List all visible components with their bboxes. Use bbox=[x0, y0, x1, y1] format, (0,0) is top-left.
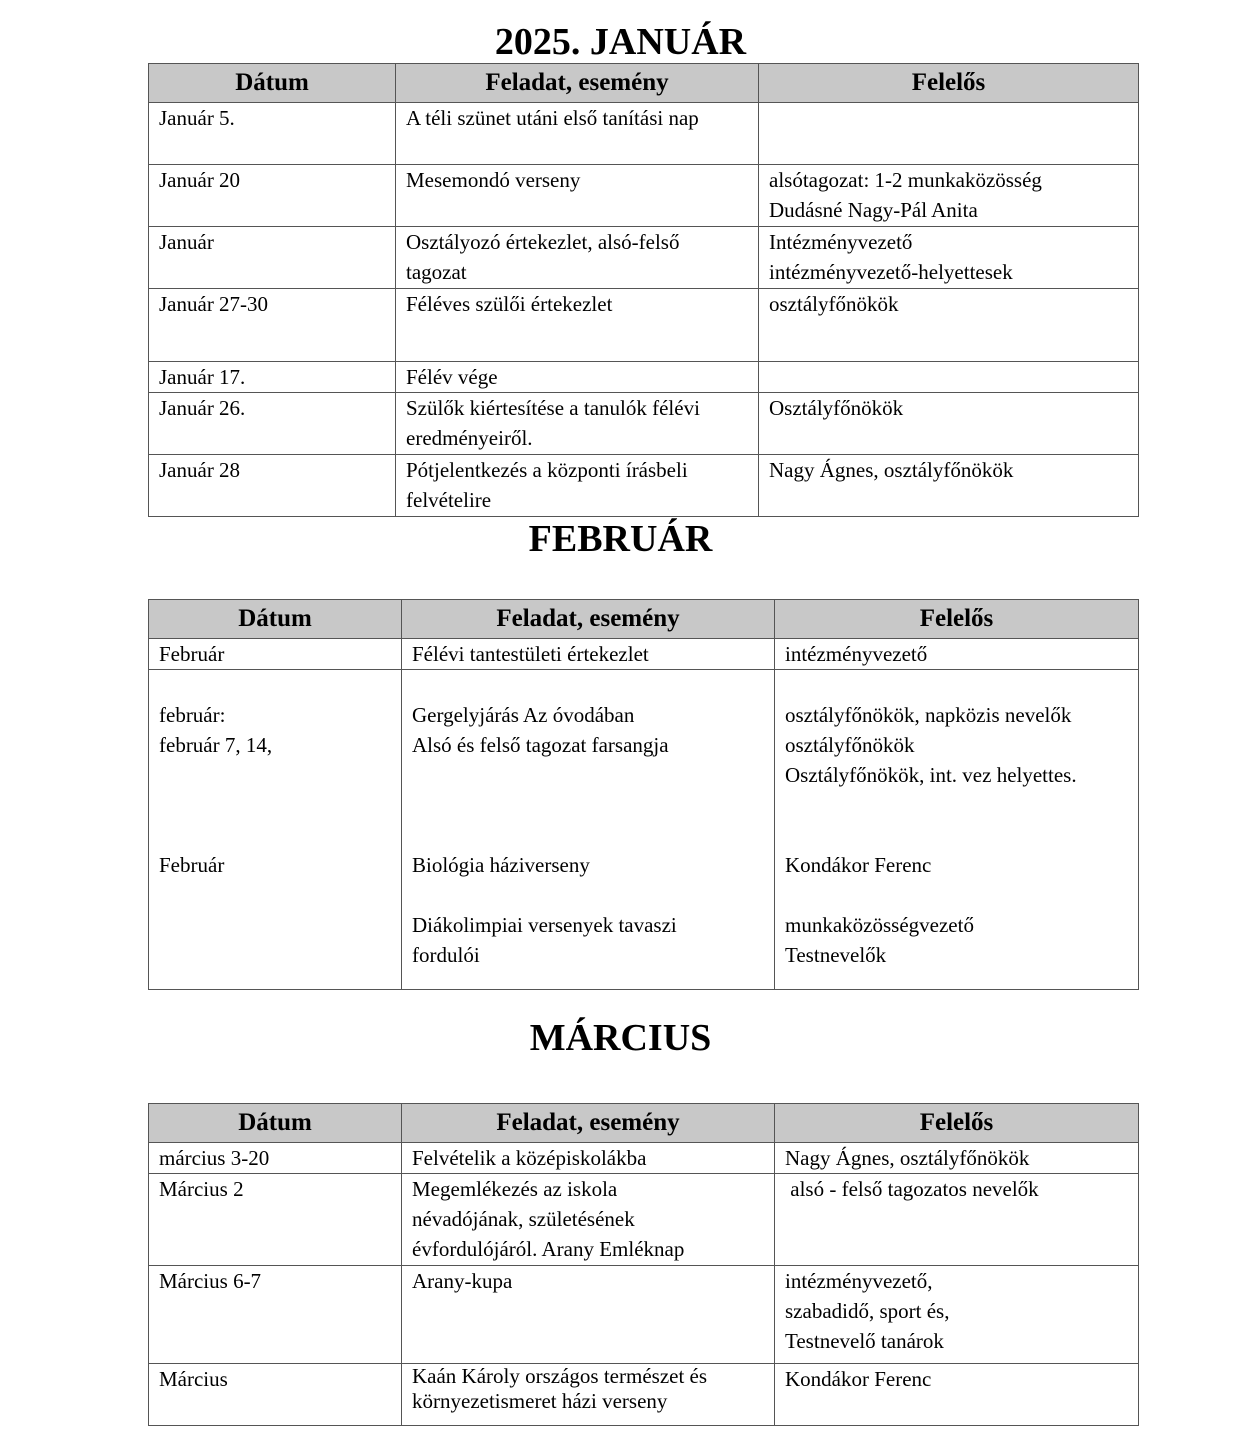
responsible-line: Osztályfőnökök, int. vez helyettes. bbox=[785, 763, 1077, 787]
task-cell bbox=[402, 1364, 775, 1426]
date-cell bbox=[149, 393, 396, 455]
task-line: Megemlékezés az iskola bbox=[412, 1177, 618, 1201]
schedule-table-januar bbox=[148, 63, 1139, 517]
task-cell bbox=[402, 639, 775, 670]
task-cell bbox=[402, 1143, 775, 1174]
responsible-cell bbox=[759, 455, 1139, 517]
table-row bbox=[149, 362, 1139, 393]
date-line: február: bbox=[159, 703, 226, 727]
responsible-cell bbox=[759, 165, 1139, 227]
date-line: Január 17. bbox=[159, 365, 246, 389]
date-line: Március bbox=[159, 1367, 228, 1391]
task-line bbox=[412, 760, 764, 790]
table-header-row bbox=[149, 64, 1139, 103]
date-cell bbox=[149, 639, 402, 670]
responsible-cell bbox=[775, 1174, 1139, 1266]
column-header-feladat: Feladat, esemény bbox=[402, 600, 775, 639]
task-cell bbox=[396, 393, 759, 455]
responsible-line bbox=[785, 670, 1128, 700]
responsible-line: osztályfőnökök bbox=[785, 733, 915, 757]
task-line: Mesemondó verseny bbox=[406, 168, 581, 192]
responsible-cell bbox=[759, 393, 1139, 455]
responsible-line: Nagy Ágnes, osztályfőnökök bbox=[785, 1146, 1030, 1170]
task-line: környezetismeret házi verseny bbox=[412, 1389, 668, 1413]
table-row bbox=[149, 1364, 1139, 1426]
task-line: A téli szünet utáni első tanítási nap bbox=[406, 106, 699, 130]
responsible-line: Dudásné Nagy-Pál Anita bbox=[769, 198, 978, 222]
task-line: Félévi tantestületi értekezlet bbox=[412, 642, 649, 666]
table-row bbox=[149, 289, 1139, 362]
responsible-cell bbox=[775, 639, 1139, 670]
column-header-felelos: Felelős bbox=[759, 64, 1139, 103]
table-row bbox=[149, 1266, 1139, 1364]
column-header-datum: Dátum bbox=[149, 600, 402, 639]
task-line: Félév vége bbox=[406, 365, 498, 389]
task-line: Kaán Károly országos természet és bbox=[412, 1364, 708, 1388]
task-cell bbox=[402, 670, 775, 990]
responsible-line bbox=[785, 880, 1128, 910]
date-line: Január 27-30 bbox=[159, 292, 269, 316]
date-line: Január 26. bbox=[159, 396, 246, 420]
month-title-marcius: MÁRCIUS bbox=[529, 1017, 712, 1059]
responsible-cell bbox=[775, 670, 1139, 990]
responsible-line: intézményvezető, bbox=[785, 1269, 933, 1293]
table-row bbox=[149, 1143, 1139, 1174]
date-line: Január bbox=[159, 230, 214, 254]
responsible-cell bbox=[775, 1364, 1139, 1426]
responsible-line: osztályfőnökök bbox=[769, 292, 899, 316]
date-line bbox=[159, 910, 391, 940]
month-title-februar: FEBRUÁR bbox=[528, 518, 713, 560]
responsible-line bbox=[785, 820, 1128, 850]
date-line: Január 5. bbox=[159, 106, 235, 130]
responsible-line: intézményvezető bbox=[785, 642, 928, 666]
task-line: Féléves szülői értekezlet bbox=[406, 292, 613, 316]
responsible-line: Osztályfőnökök bbox=[769, 396, 904, 420]
date-line: Február bbox=[159, 642, 225, 666]
task-cell bbox=[402, 1174, 775, 1266]
task-line: évfordulójáról. Arany Emléknap bbox=[412, 1237, 685, 1261]
responsible-cell bbox=[775, 1143, 1139, 1174]
responsible-cell bbox=[775, 1266, 1139, 1364]
column-header-felelos: Felelős bbox=[775, 600, 1139, 639]
task-line: Diákolimpiai versenyek tavaszi bbox=[412, 913, 677, 937]
task-line bbox=[412, 880, 764, 910]
task-cell bbox=[396, 289, 759, 362]
task-line: Gergelyjárás Az óvodában bbox=[412, 703, 635, 727]
task-line: felvételire bbox=[406, 488, 492, 512]
month-title-januar: 2025. JANUÁR bbox=[494, 21, 747, 63]
table-row bbox=[149, 393, 1139, 455]
date-line: Január 20 bbox=[159, 168, 241, 192]
responsible-cell bbox=[759, 227, 1139, 289]
task-line: Biológia háziverseny bbox=[412, 853, 590, 877]
date-line: Március 6-7 bbox=[159, 1269, 262, 1293]
responsible-line: alsó - felső tagozatos nevelők bbox=[785, 1177, 1039, 1201]
responsible-line: Testnevelő tanárok bbox=[785, 1329, 944, 1353]
task-line: Alsó és felső tagozat farsangja bbox=[412, 733, 669, 757]
date-line bbox=[159, 880, 391, 910]
table-row bbox=[149, 227, 1139, 289]
responsible-cell bbox=[759, 362, 1139, 393]
task-cell bbox=[396, 455, 759, 517]
responsible-line: Testnevelők bbox=[785, 943, 887, 967]
date-cell bbox=[149, 362, 396, 393]
date-cell bbox=[149, 670, 402, 990]
task-line: Pótjelentkezés a központi írásbeli bbox=[406, 458, 688, 482]
task-cell bbox=[396, 227, 759, 289]
responsible-line: Kondákor Ferenc bbox=[785, 853, 932, 877]
task-line: eredményeiről. bbox=[406, 426, 533, 450]
column-header-felelos: Felelős bbox=[775, 1104, 1139, 1143]
table-row bbox=[149, 639, 1139, 670]
date-cell bbox=[149, 165, 396, 227]
date-cell bbox=[149, 1364, 402, 1426]
responsible-line: alsótagozat: 1-2 munkaközösség bbox=[769, 168, 1042, 192]
date-cell bbox=[149, 1143, 402, 1174]
date-cell bbox=[149, 103, 396, 165]
task-line: tagozat bbox=[406, 260, 467, 284]
date-cell bbox=[149, 1174, 402, 1266]
table-row bbox=[149, 1174, 1139, 1266]
responsible-line bbox=[769, 362, 1128, 392]
task-line: Szülők kiértesítése a tanulók félévi bbox=[406, 396, 700, 420]
date-line: február 7, 14, bbox=[159, 733, 273, 757]
table-header-row bbox=[149, 1104, 1139, 1143]
responsible-line bbox=[785, 790, 1128, 820]
date-line bbox=[159, 940, 391, 970]
date-cell bbox=[149, 227, 396, 289]
task-line bbox=[412, 820, 764, 850]
date-line: Január 28 bbox=[159, 458, 241, 482]
responsible-line: Intézményvezető bbox=[769, 230, 913, 254]
task-line: fordulói bbox=[412, 943, 480, 967]
task-line: névadójának, születésének bbox=[412, 1207, 635, 1231]
task-line bbox=[412, 790, 764, 820]
responsible-line: Nagy Ágnes, osztályfőnökök bbox=[769, 458, 1014, 482]
column-header-feladat: Feladat, esemény bbox=[402, 1104, 775, 1143]
column-header-datum: Dátum bbox=[149, 1104, 402, 1143]
table-row bbox=[149, 165, 1139, 227]
date-cell bbox=[149, 455, 396, 517]
table-row bbox=[149, 103, 1139, 165]
task-line bbox=[412, 670, 764, 700]
date-line: Február bbox=[159, 853, 225, 877]
schedule-table-marcius bbox=[148, 1103, 1139, 1426]
responsible-cell bbox=[759, 289, 1139, 362]
date-line bbox=[159, 760, 391, 790]
responsible-cell bbox=[759, 103, 1139, 165]
date-line bbox=[159, 820, 391, 850]
task-line: Felvételik a középiskolákba bbox=[412, 1146, 647, 1170]
responsible-line: Kondákor Ferenc bbox=[785, 1367, 932, 1391]
table-header-row bbox=[149, 600, 1139, 639]
schedule-table-februar bbox=[148, 599, 1139, 990]
task-cell bbox=[396, 362, 759, 393]
date-line: március 3-20 bbox=[159, 1146, 270, 1170]
date-line bbox=[159, 670, 391, 700]
responsible-line: intézményvezető-helyettesek bbox=[769, 260, 1013, 284]
task-line: Osztályozó értekezlet, alsó-felső bbox=[406, 230, 680, 254]
date-line bbox=[159, 790, 391, 820]
column-header-feladat: Feladat, esemény bbox=[396, 64, 759, 103]
table-row bbox=[149, 670, 1139, 990]
task-cell bbox=[396, 103, 759, 165]
task-cell bbox=[402, 1266, 775, 1364]
date-line: Március 2 bbox=[159, 1177, 244, 1201]
date-cell bbox=[149, 289, 396, 362]
task-line: Arany-kupa bbox=[412, 1269, 513, 1293]
responsible-line: munkaközösségvezető bbox=[785, 913, 974, 937]
responsible-line: szabadidő, sport és, bbox=[785, 1299, 950, 1323]
responsible-line bbox=[769, 103, 1128, 133]
table-row bbox=[149, 455, 1139, 517]
responsible-line: osztályfőnökök, napközis nevelők bbox=[785, 703, 1072, 727]
column-header-datum: Dátum bbox=[149, 64, 396, 103]
task-cell bbox=[396, 165, 759, 227]
date-cell bbox=[149, 1266, 402, 1364]
